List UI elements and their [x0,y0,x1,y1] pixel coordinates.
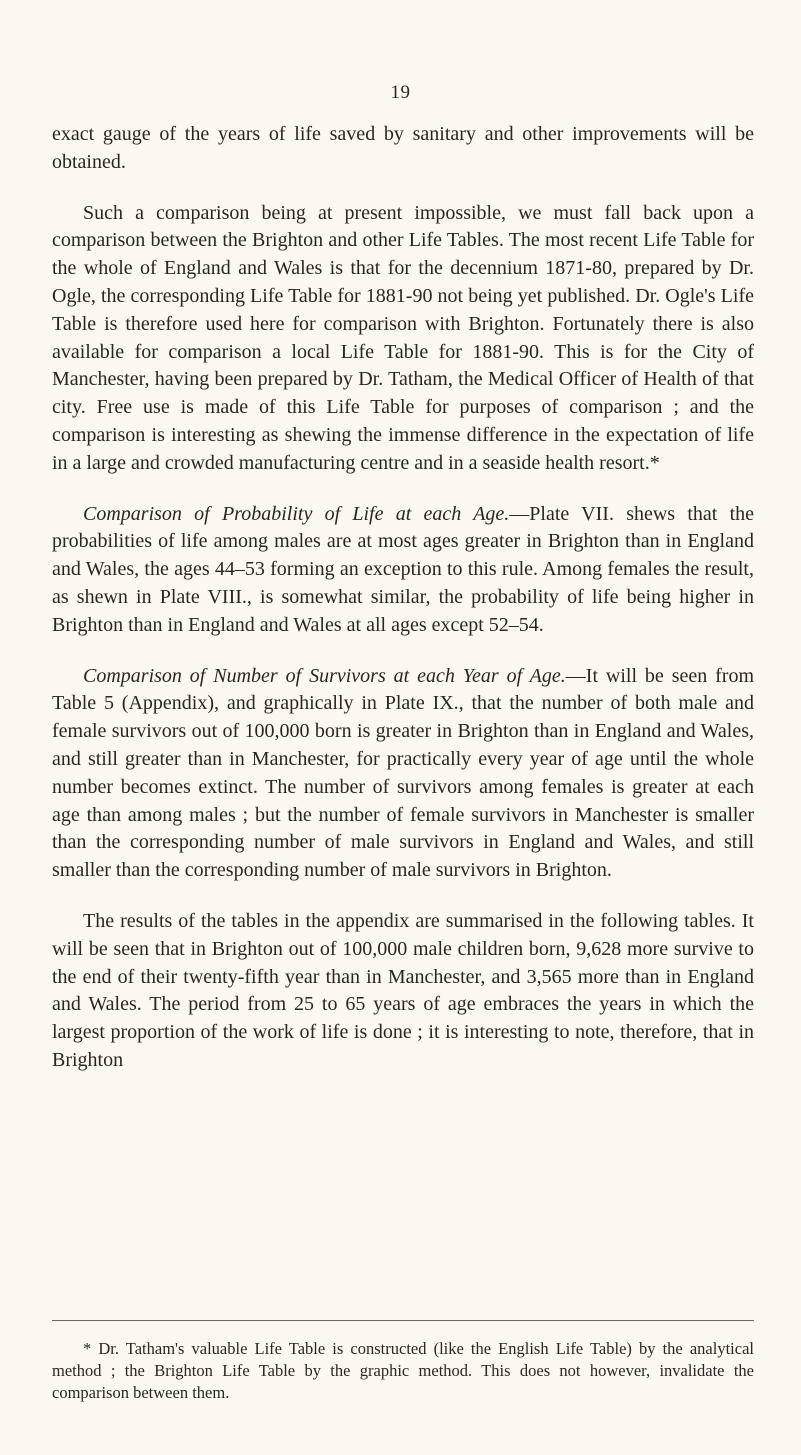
section-heading-probability: Comparison of Probability of Life at each Age. [83,502,510,525]
paragraph-life-tables [52,200,754,478]
footnote-divider [52,1320,754,1321]
paragraph-survivors [52,663,754,885]
body-text [52,121,754,1098]
paragraph-text: —It will be seen from Table 5 (Appendix), and graphically in Plate IX., that the number of both male and female survivors out of 100,000 born is greater in Brighton than in England and Wales, and still greater than in Manchester, for practically every year of age until the whole number becomes extinct. The number of survivors among females is greater at each age than among males ; but the number of female survivors in Manchester is smaller than the corresponding number of male survivors in England and Wales, and still smaller than the corresponding number of male survivors in Brighton. [52,664,755,882]
paragraph-text: Such a comparison being at present impossible, we must fall back upon a comparison between the Brighton and other Life Tables. The most recent Life Table for the whole of England and Wales is that for the decennium 1871-80, prepared by Dr. Ogle, the corresponding Life Table for 1881-90 not being yet published. Dr. Ogle's Life Table is therefore used here for comparison with Brighton. Fortunately there is also available for comparison a local Life Table for 1881-90. This is for the City of Manchester, having been prepared by Dr. Tatham, the Medical Officer of Health of that city. Free use is made of this Life Table for purposes of comparison ; and the comparison is interesting as shewing the immense difference in the expectation of life in a large and crowded manufacturing centre and in a seaside health resort.* [52,201,754,474]
paragraph-results [52,908,754,1075]
paragraph-text: The results of the tables in the appendix are summarised in the following tables. It will be seen that in Brighton out of 100,000 male children born, 9,628 more survive to the end of their twenty-fifth year than in Manchester, and 3,565 more than in England and Wales. The period from 25 to 65 years of age embraces the years in which the largest proportion of the work of life is done ; it is interesting to note, therefore, that in Brighton [52,909,754,1071]
paragraph-text: —Plate VII. shews that the probabilities of life among males are at most ages greater in Brighton than in England and Wales, the ages 44–53 forming an exception to this rule. Among females the result, as shewn in Plate VIII., is somewhat similar, the probability of life being higher in Brighton than in England and Wales at all ages except 52–54. [52,502,754,636]
section-heading-survivors: Comparison of Number of Survivors at each Year of Age. [83,664,566,687]
paragraph-continuation [52,121,754,177]
paragraph-text: exact gauge of the years of life saved by sanitary and other improvements will be obtained. [52,123,754,173]
paragraph-probability [52,501,754,640]
footnote: * Dr. Tatham's valuable Life Table is constructed (like the English Life Table) by the analytical method ; the Brighton Life Table by the graphic method. This does not however, invalidate the comparison between them. [52,1339,754,1402]
page-number: 19 [390,82,411,103]
